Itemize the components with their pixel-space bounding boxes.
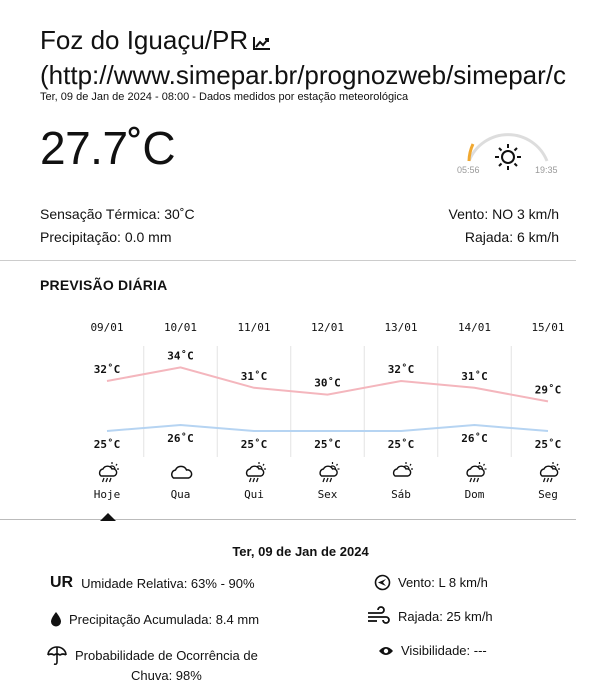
rain-sun-icon <box>100 462 119 482</box>
forecast-day-label: Seg <box>538 488 558 501</box>
forecast-min-label: 25˚C <box>534 438 562 451</box>
forecast-day-label: Qua <box>170 488 191 501</box>
rain-prob-line2: Chuva: 98% <box>131 668 202 683</box>
forecast-max-label: 32˚C <box>93 363 121 376</box>
daily-forecast-title: PREVISÃO DIÁRIA <box>40 277 168 293</box>
forecast-min-label: 25˚C <box>387 438 415 451</box>
current-temperature: 27.7˚C <box>40 122 176 174</box>
precipitation: Precipitação: 0.0 mm <box>40 229 172 245</box>
forecast-day-label: Sáb <box>391 488 411 501</box>
gust: Rajada: 6 km/h <box>464 229 559 245</box>
cloud-icon <box>172 466 192 478</box>
precip-acc-value: Precipitação Acumulada: 8.4 mm <box>69 611 260 627</box>
forecast-date: 14/01 <box>457 321 492 334</box>
humidity-row <box>50 574 255 592</box>
rain-sun-icon <box>247 462 266 482</box>
forecast-min-label: 25˚C <box>240 438 268 451</box>
selected-day-pointer <box>100 513 116 521</box>
rain-sun-icon <box>467 462 486 482</box>
forecast-max-label: 30˚C <box>314 376 341 390</box>
source-url[interactable]: (http://www.simepar.br/prognozweb/simepar/c <box>40 59 566 90</box>
rain-sun-icon <box>541 462 560 482</box>
forecast-min-label: 26˚C <box>461 432 488 445</box>
daily-forecast-chart[interactable] <box>72 312 565 522</box>
city-name: Foz do Iguaçu/PR <box>40 25 249 55</box>
detail-date: Ter, 09 de Jan de 2024 <box>232 544 369 559</box>
forecast-divider <box>0 519 576 520</box>
forecast-min-label: 26˚C <box>167 432 194 445</box>
divider <box>0 260 576 261</box>
visibility-row <box>378 643 487 658</box>
sunset-time: 19:35 <box>535 165 558 175</box>
detail-wind-row <box>374 574 488 591</box>
rain-sun-icon <box>320 462 339 482</box>
observation-subtitle: Ter, 09 de Jan de 2024 - 08:00 - Dados medidos por estação meteorológica <box>40 91 409 103</box>
location-title <box>40 24 576 92</box>
umbrella-icon <box>46 646 68 666</box>
visibility-value: Visibilidade: --- <box>401 643 487 658</box>
forecast-date: 10/01 <box>163 321 198 334</box>
forecast-date: 11/01 <box>237 321 271 334</box>
forecast-max-label: 29˚C <box>534 383 562 397</box>
wind-gust-icon <box>367 607 391 625</box>
sunrise-time: 05:56 <box>457 165 480 175</box>
forecast-max-label: 31˚C <box>461 369 488 383</box>
sun-icon <box>493 142 523 177</box>
precip-row <box>50 611 259 627</box>
min-temp-line <box>107 425 548 431</box>
detail-gust-value: Rajada: 25 km/h <box>398 608 493 624</box>
forecast-date: 12/01 <box>310 321 345 334</box>
forecast-min-label: 25˚C <box>314 438 341 451</box>
forecast-day-label: Dom <box>464 488 485 501</box>
forecast-date: 13/01 <box>384 321 418 334</box>
rain-prob-row <box>46 646 258 686</box>
forecast-max-label: 34˚C <box>167 349 194 363</box>
forecast-day-label: Qui <box>244 488 264 501</box>
detail-wind-value: Vento: L 8 km/h <box>398 575 488 590</box>
wind: Vento: NO 3 km/h <box>448 206 559 222</box>
forecast-date: 09/01 <box>90 321 124 334</box>
trend-chart-icon[interactable] <box>252 26 272 59</box>
humidity-value: Umidade Relativa: 63% - 90% <box>81 575 255 591</box>
rain-prob-line1: Probabilidade de Ocorrência de <box>75 648 258 663</box>
water-drop-icon <box>50 611 62 627</box>
rain-prob-text <box>75 646 258 686</box>
forecast-day-label: Sex <box>317 488 338 501</box>
forecast-max-label: 32˚C <box>387 363 415 376</box>
detail-gust-row <box>367 607 493 625</box>
sun-arc-widget <box>455 118 565 178</box>
forecast-date: 15/01 <box>531 321 565 334</box>
feels-like: Sensação Térmica: 30˚C <box>40 206 195 222</box>
humidity-badge: UR <box>50 574 74 591</box>
forecast-min-label: 25˚C <box>93 438 121 451</box>
forecast-max-label: 31˚C <box>240 369 268 383</box>
partly-cloudy-icon <box>394 462 413 476</box>
compass-icon <box>374 574 391 591</box>
eye-icon <box>378 645 394 657</box>
forecast-day-label: Hoje <box>93 488 121 501</box>
